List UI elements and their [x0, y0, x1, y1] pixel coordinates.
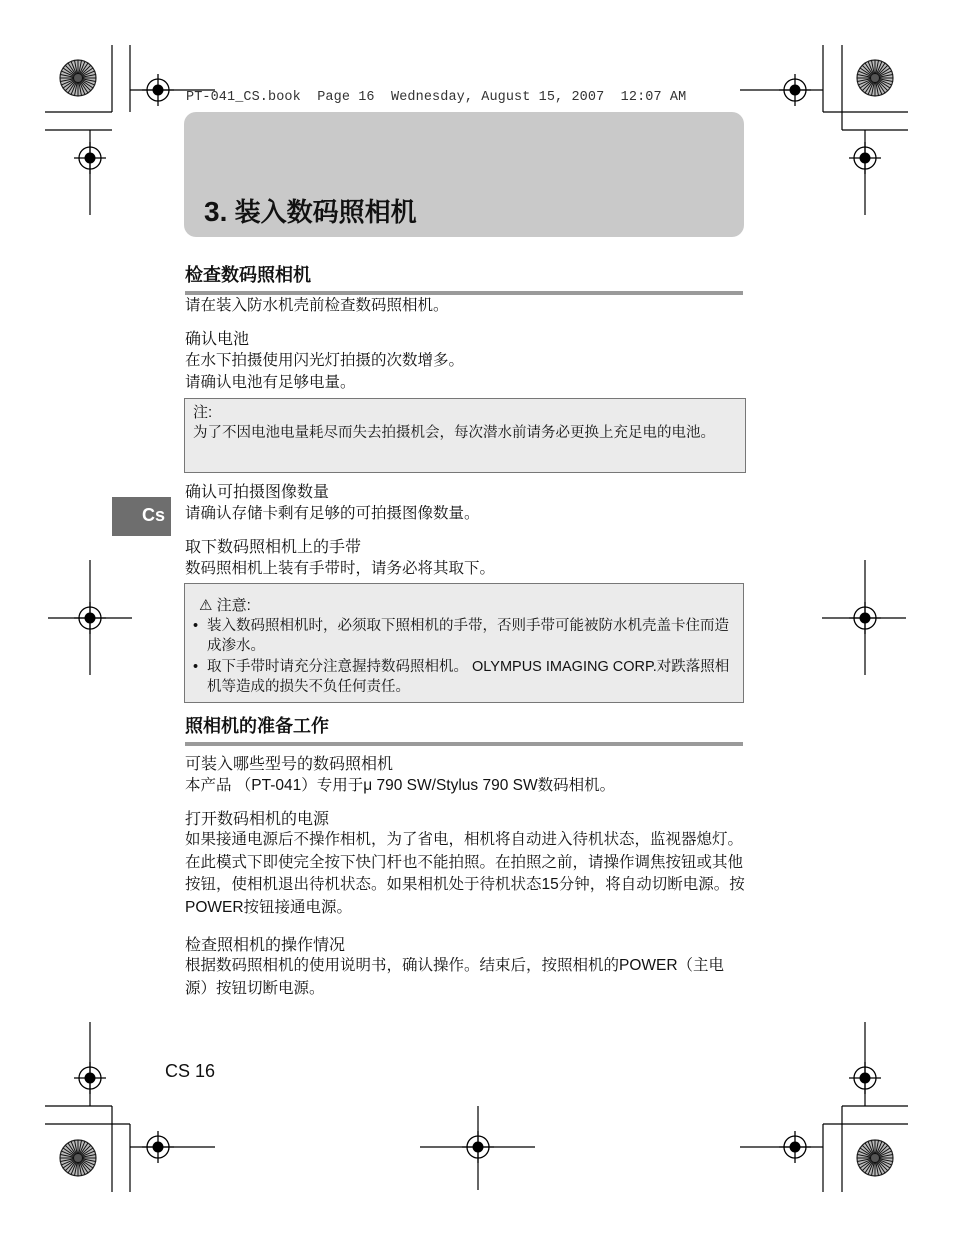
print-header: PT-041_CS.book Page 16 Wednesday, August 15, 2007 12:07 AM [186, 90, 687, 105]
strap-heading: 取下数码照相机上的手带 [185, 539, 362, 556]
language-side-tab [112, 497, 171, 536]
bullet: • [193, 659, 199, 675]
note-text: 为了不因电池电量耗尽而失去拍摄机会，每次潜水前请务必更换上充足电的电池。 [193, 425, 715, 441]
battery-line-1: 在水下拍摄使用闪光灯拍摄的次数增多。 [185, 352, 465, 369]
section1-intro: 请在装入防水机壳前检查数码照相机。 [185, 297, 449, 314]
note-box [184, 398, 746, 473]
power-heading: 打开数码相机的电源 [185, 811, 330, 828]
chapter-number: 3. [204, 196, 228, 227]
battery-heading: 确认电池 [185, 331, 250, 348]
bullet: • [193, 618, 199, 634]
section-heading-check-camera: 检查数码照相机 [185, 261, 743, 295]
caution-item [193, 617, 735, 656]
page-number: CS 16 [165, 1061, 216, 1081]
power-text: 如果接通电源后不操作相机，为了省电，相机将自动进入待机状态，监视器熄灯。在此模式下即使完全按下快门杆也不能拍照。在拍照之前，请操作调焦按钮或其他按钮，使相机退出待机状态。如果相机处于待机状态15分钟，将自动切断电源。按POWER按钮接通电源。 [185, 831, 745, 916]
section-heading-camera-preparation: 照相机的准备工作 [185, 712, 743, 746]
battery-line-2: 请确认电池有足够电量。 [185, 374, 356, 391]
caution-item-text: 装入数码照相机时，必须取下照相机的手带，否则手带可能被防水机壳盖卡住而造成渗水。 [207, 618, 729, 654]
models-text: 本产品 （PT-041）专用于μ 790 SW/Stylus 790 SW数码相机。 [185, 777, 616, 794]
capacity-text: 请确认存储卡剩有足够的可拍摄图像数量。 [185, 505, 480, 522]
side-tab-label: Cs [141, 505, 165, 525]
note-title: 注: [193, 404, 213, 421]
caution-box [184, 583, 744, 703]
chapter-title-text: 装入数码照相机 [234, 197, 417, 227]
strap-text: 数码照相机上装有手带时，请务必将其取下。 [185, 560, 496, 577]
operation-check-text: 根据数码照相机的使用说明书，确认操作。结束后，按照相机的POWER（主电源）按钮切断电源。 [185, 957, 725, 997]
caution-title: ⚠ 注意: [199, 597, 251, 614]
caution-item-text: 取下手带时请充分注意握持数码照相机。 OLYMPUS IMAGING CORP.对跌落照相机等造成的损失不负任何责任。 [207, 659, 730, 695]
models-heading: 可装入哪些型号的数码照相机 [185, 756, 394, 773]
capacity-heading: 确认可拍摄图像数量 [185, 484, 330, 501]
operation-check-heading: 检查照相机的操作情况 [185, 937, 346, 954]
chapter-title [204, 192, 417, 229]
caution-item [193, 658, 735, 697]
